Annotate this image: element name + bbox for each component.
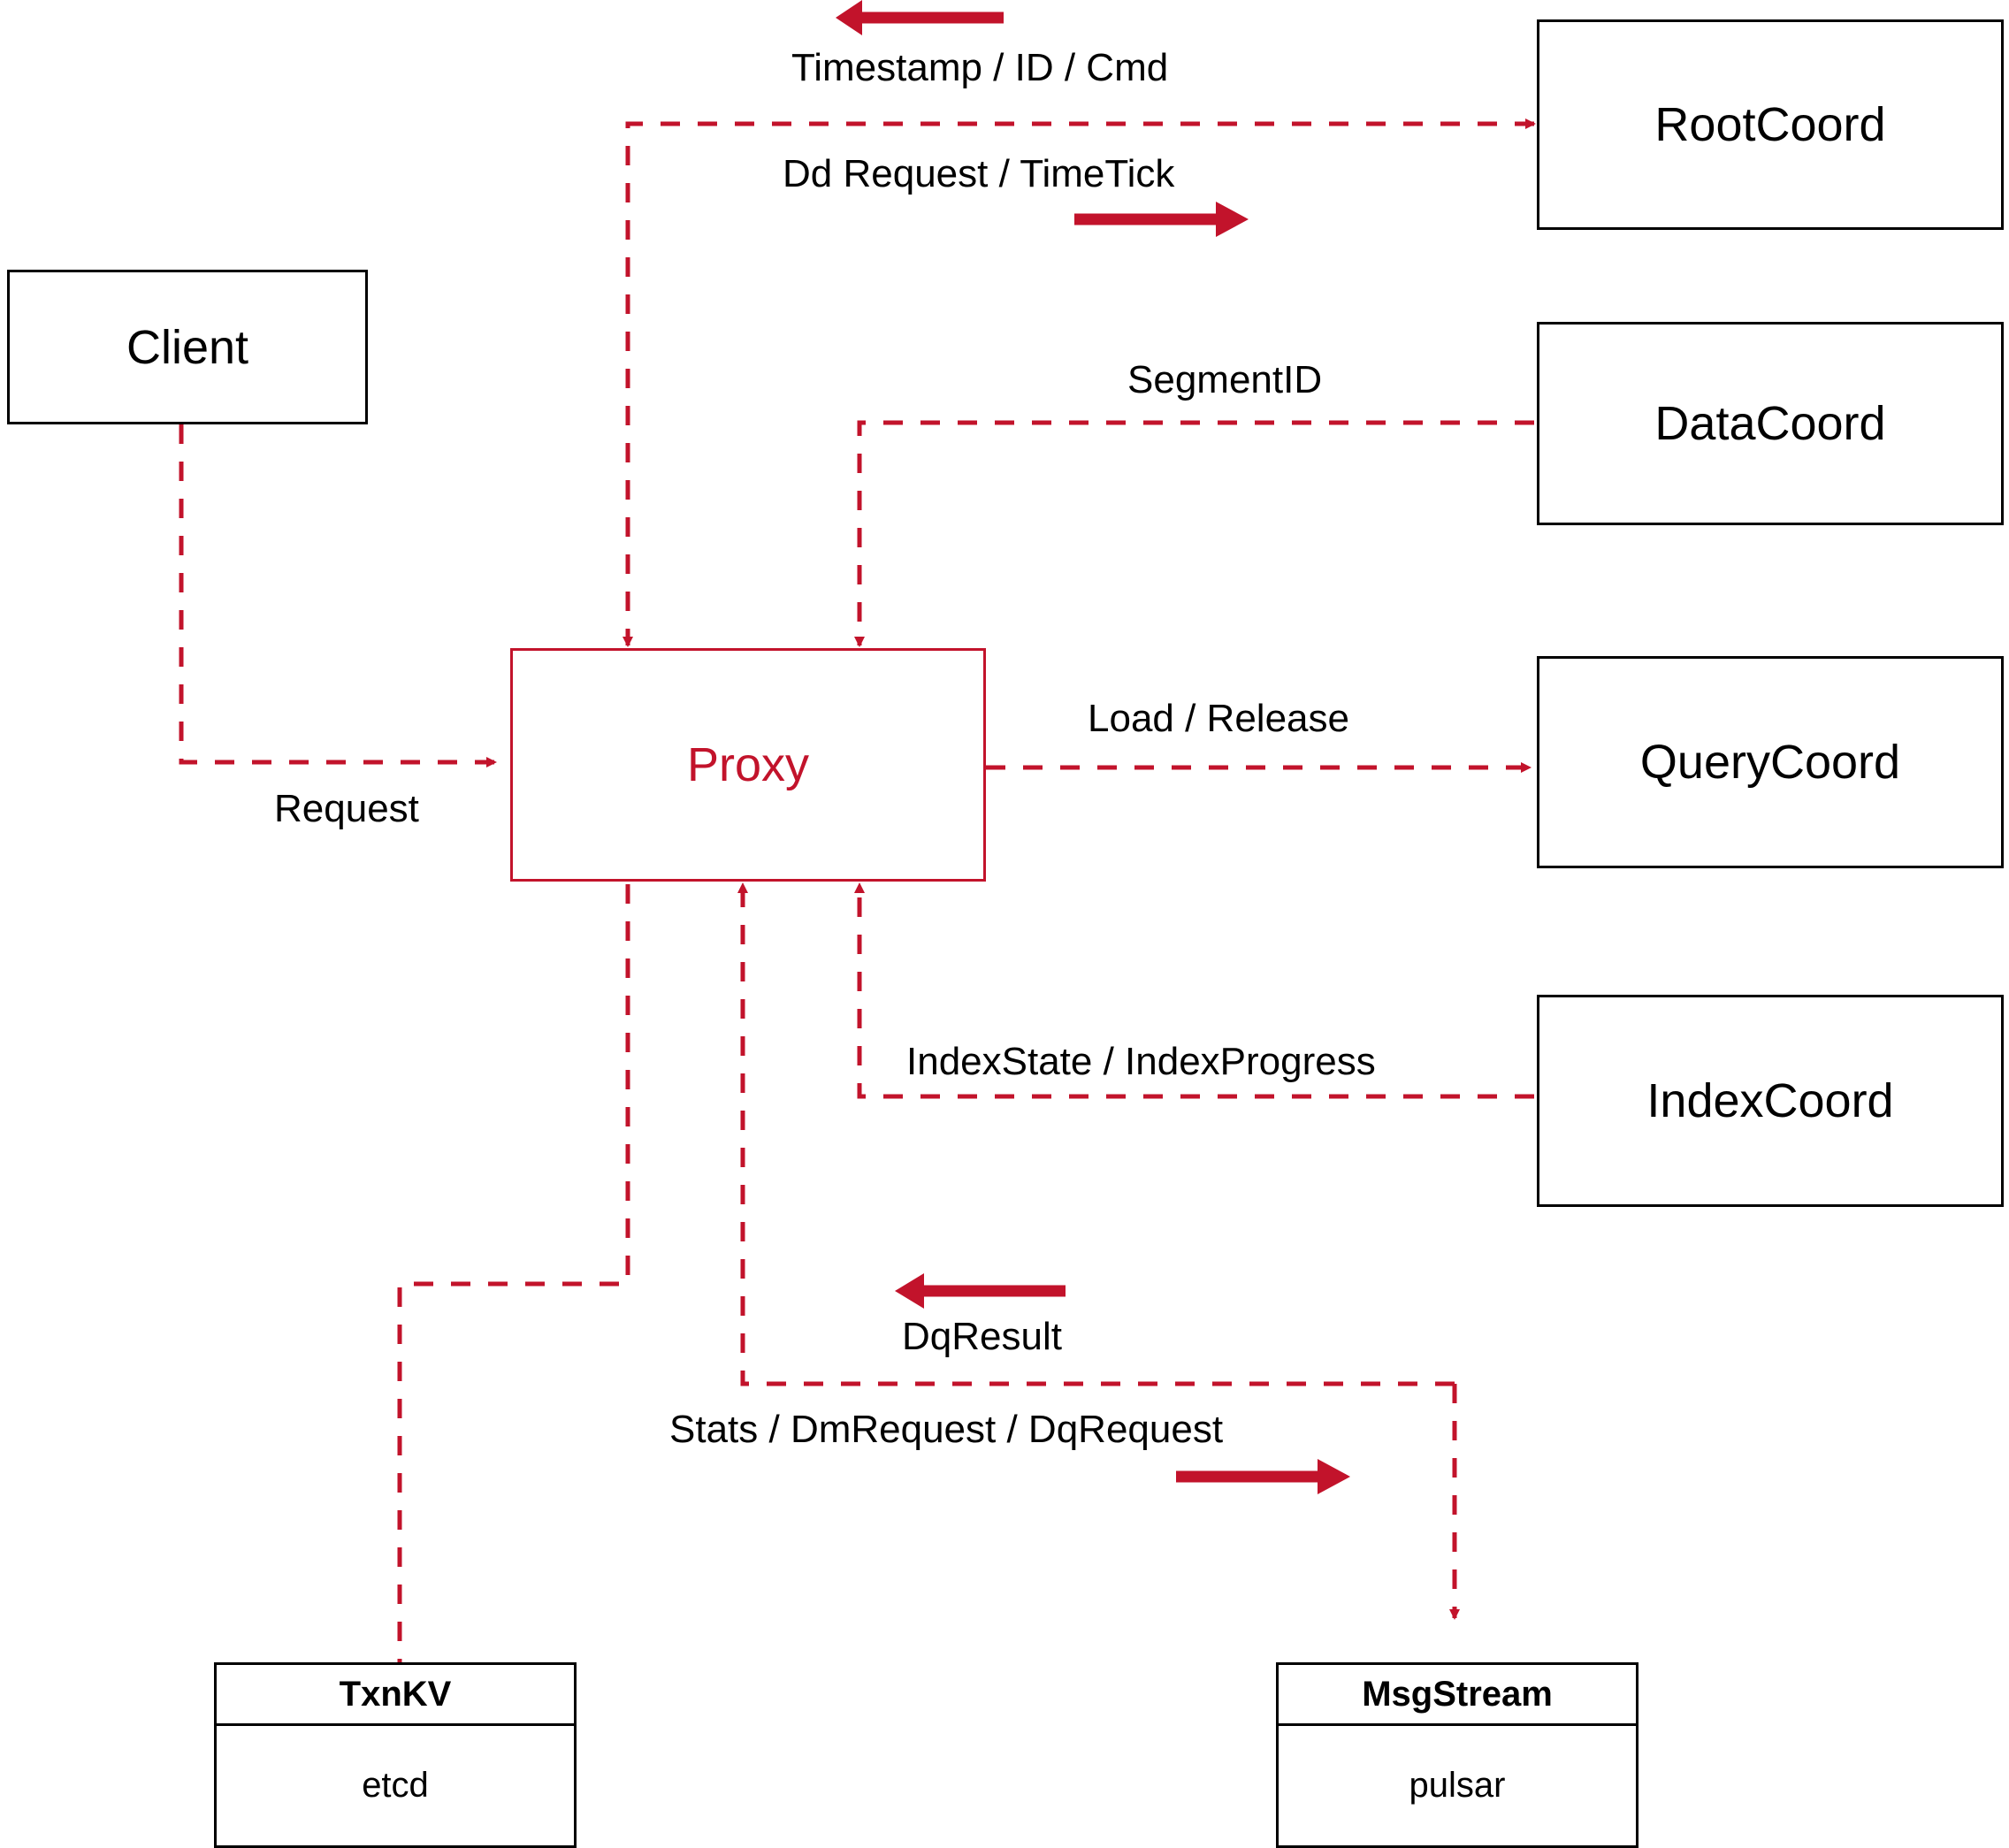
edge-client-proxy — [181, 424, 495, 762]
edge-label-timestamp-id-cmd: Timestamp / ID / Cmd — [791, 46, 1169, 89]
edge-proxy-txnkv — [400, 884, 628, 1662]
node-rootcoord-label: RootCoord — [1654, 98, 1886, 151]
node-msgstream-title: MsgStream — [1279, 1665, 1636, 1726]
direction-arrowhead-ddrequest — [1216, 202, 1249, 237]
edge-msgstream-proxy — [743, 884, 1455, 1384]
edge-label-request: Request — [274, 787, 419, 830]
direction-arrowhead-timestamp — [836, 0, 862, 35]
node-indexcoord-label: IndexCoord — [1646, 1074, 1894, 1127]
node-datacoord[interactable] — [1537, 322, 2004, 525]
edge-label-dd-request-timetick: Dd Request / TimeTick — [783, 152, 1175, 195]
node-indexcoord[interactable] — [1537, 995, 2004, 1207]
node-client[interactable] — [7, 270, 368, 424]
direction-arrowhead-dqrequest — [1318, 1459, 1350, 1494]
node-client-label: Client — [126, 320, 249, 374]
node-txnkv-body: etcd — [362, 1766, 429, 1805]
node-proxy[interactable] — [510, 648, 986, 882]
edge-datacoord-proxy — [859, 423, 1534, 645]
node-rootcoord[interactable] — [1537, 19, 2004, 230]
edge-label-stats-dmrequest-dqrequest: Stats / DmRequest / DqRequest — [669, 1408, 1224, 1451]
node-msgstream-body: pulsar — [1409, 1766, 1506, 1805]
direction-arrowhead-dqresult — [895, 1273, 924, 1309]
node-proxy-label: Proxy — [686, 738, 810, 791]
edge-label-segmentid: SegmentID — [1127, 358, 1323, 401]
edge-label-load-release: Load / Release — [1088, 697, 1349, 740]
node-txnkv[interactable] — [214, 1662, 577, 1848]
node-querycoord-label: QueryCoord — [1639, 736, 1901, 789]
edge-label-indexstate-indexprogress: IndexState / IndexProgress — [906, 1040, 1376, 1083]
node-querycoord[interactable] — [1537, 656, 2004, 868]
node-msgstream[interactable] — [1276, 1662, 1639, 1848]
node-txnkv-title: TxnKV — [217, 1665, 574, 1726]
node-datacoord-label: DataCoord — [1654, 397, 1886, 450]
edge-rootcoord-proxy — [628, 124, 1534, 645]
edge-label-dqresult: DqResult — [902, 1315, 1062, 1358]
